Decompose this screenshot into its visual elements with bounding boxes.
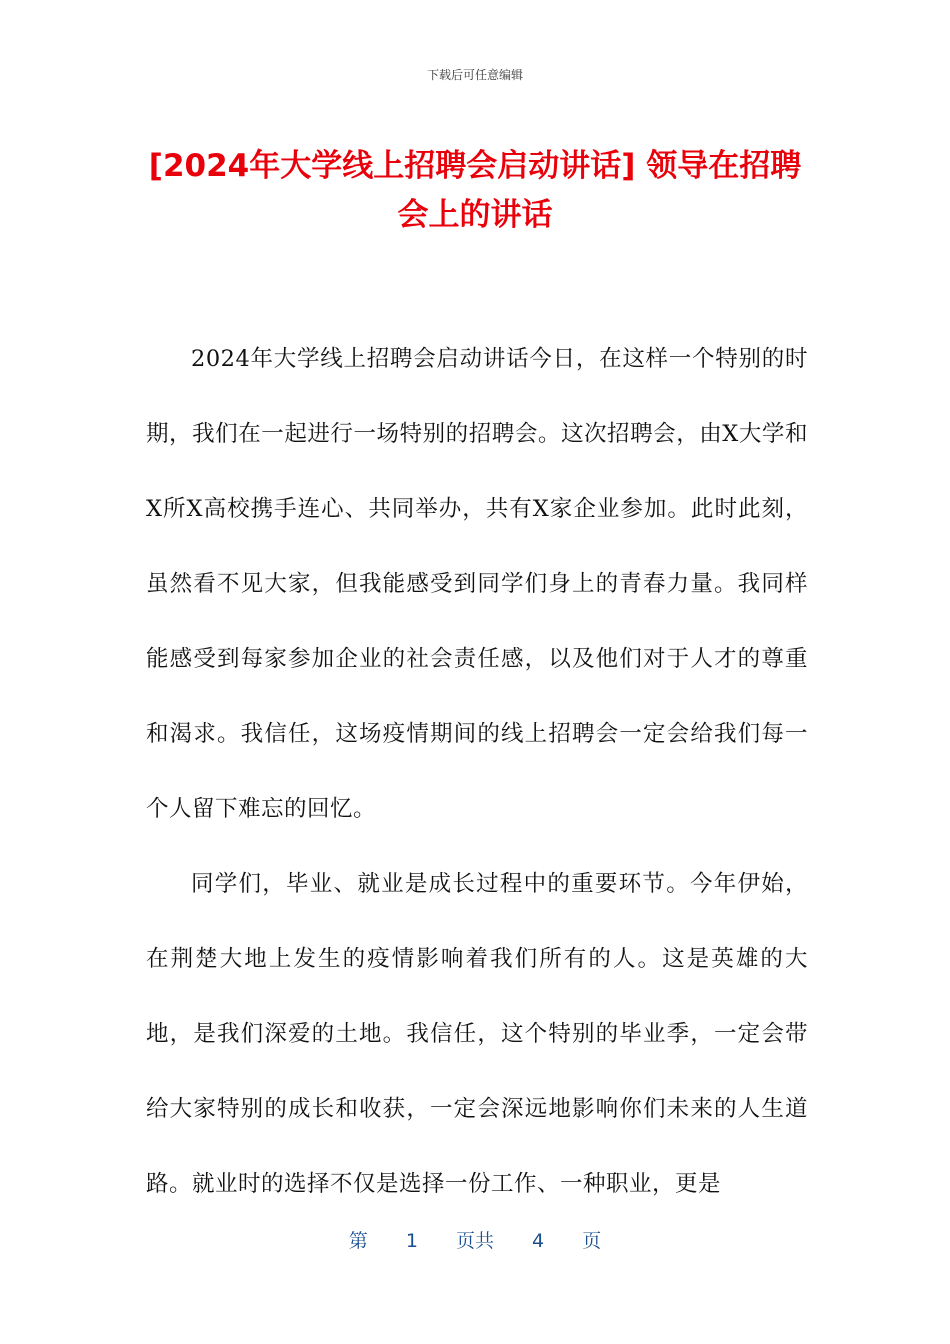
page-footer [0, 1226, 950, 1253]
header-note: 下载后可任意编辑 [426, 68, 523, 82]
footer-suffix: 页 [582, 1230, 602, 1252]
footer-middle: 页共 [455, 1230, 494, 1252]
document-body [146, 322, 808, 1222]
paragraph: 同学们，毕业、就业是成长过程中的重要环节。今年伊始，在荆楚大地上发生的疫情影响着我们所有的人。这是英雄的大地，是我们深爱的土地。我信任，这个特别的毕业季，一定会带给大家特别的成长和收获，一定会深远地影响你们未来的人生道路。就业时的选择不仅是选择一份工作、一种职业，更是 [146, 871, 808, 1197]
footer-prefix: 第 [348, 1230, 368, 1252]
total-page-count: 4 [532, 1230, 545, 1252]
document-title: [2024年大学线上招聘会启动讲话] 领导在招聘会上的讲话 [148, 148, 802, 233]
paragraph: 2024年大学线上招聘会启动讲话今日，在这样一个特别的时期，我们在一起进行一场特别的招聘会。这次招聘会，由X大学和X所X高校携手连心、共同举办，共有X家企业参加。此时此刻，虽然看不见大家，但我能感受到同学们身上的青春力量。我同样能感受到每家参加企业的社会责任感，以及他们对于人才的尊重和渴求。我信任，这场疫情期间的线上招聘会一定会给我们每一个人留下难忘的回忆。 [146, 346, 808, 822]
current-page-number: 1 [405, 1230, 418, 1252]
